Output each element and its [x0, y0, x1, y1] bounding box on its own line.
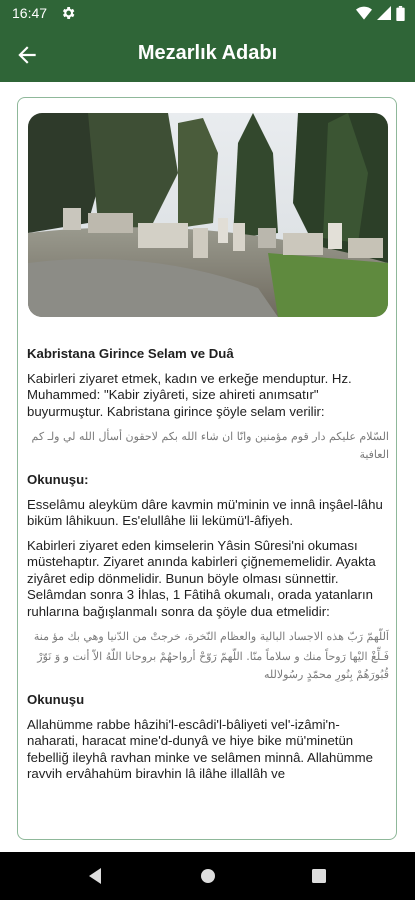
arabic-dua-line-1: اَللّهمّ رَبّ هذه الاجساد البالية والعظام النّخرة، خرجتْ من الدّنيا وهي بك مؤ منة	[33, 630, 389, 643]
page-title: Mezarlık Adabı	[137, 42, 278, 64]
article-heading: Kabristana Girince Selam ve Duâ	[27, 346, 234, 361]
paragraph-dua-instructions: Kabirleri ziyaret eden kimselerin Yâsin Sûresi'ni okuması müstehaptır. Ziyaret anında kabirleri çiğnememelidir. Ayakta ziyâret edip dönmelidir. Bunun böyle olması sünnettir. Selâmdan sonra 3 İhlas, 1 Fâtihâ okumalı, orada yatanların ruhlarına bağışlanmalı sonra da şöyle dua etmelidir:	[27, 537, 376, 619]
okunusu-text-2: Allahümme rabbe hâzihi'l-escâdi'l-bâliyeti vel'-izâmi'n-naharati, haracat mine'd-dunyâ ve hiye bike mü'minetün febelliğ ileyhâ ravhan minke ve selâmen minnâ. Allahümme ravvih ervâhahüm biravhin lâ ilâhe illallâh ve	[27, 716, 373, 781]
status-icons	[356, 5, 405, 21]
arabic-greeting: السّلام عليكم دار قوم مؤمنين وانّا ان شاء الله بكم لاحقون أسأل الله لي ولـ كم العافية	[31, 430, 389, 461]
app-bar	[0, 26, 415, 82]
status-time: 16:47	[12, 5, 48, 21]
battery-icon	[396, 6, 405, 21]
status-bar	[0, 0, 415, 26]
paragraph-intro: Kabirleri ziyaret etmek, kadın ve erkeğe menduptur. Hz. Muhammed: "Kabir ziyâreti, size ahireti anımsatır" buyurmuştur. Kabristana girince şöyle selam verilir:	[27, 370, 352, 419]
system-nav-bar	[0, 852, 415, 900]
wifi-icon	[356, 6, 372, 20]
article-card	[17, 97, 397, 840]
recents-square-icon[interactable]	[309, 866, 329, 886]
gear-icon	[60, 5, 76, 21]
article-text	[27, 346, 389, 791]
okunusu-text-1: Esselâmu aleyküm dâre kavmin mü'minin ve innâ inşâel-lâhu biküm lâhikuun. Es'elullâhe lii lekümü'l-âfiyeh.	[27, 496, 383, 528]
home-circle-icon[interactable]	[198, 866, 218, 886]
okunusu-heading-1: Okunuşu:	[27, 472, 89, 487]
back-triangle-icon[interactable]	[86, 866, 106, 886]
okunusu-heading-2: Okunuşu	[27, 692, 85, 707]
cemetery-photo	[28, 113, 388, 317]
arabic-dua-line-2: فَـلِّغْ اليْها رَوحاً منك و سلاماً منّا. اللّهمّ رَوّحْ أرواحهُمْ بروحانا اللّهُ الاّ أنت و وَ نَوّرْ قُبُورَهُمْ بِنُورِ محمّدٍ رسُولالله	[37, 650, 389, 681]
signal-icon	[377, 6, 391, 20]
